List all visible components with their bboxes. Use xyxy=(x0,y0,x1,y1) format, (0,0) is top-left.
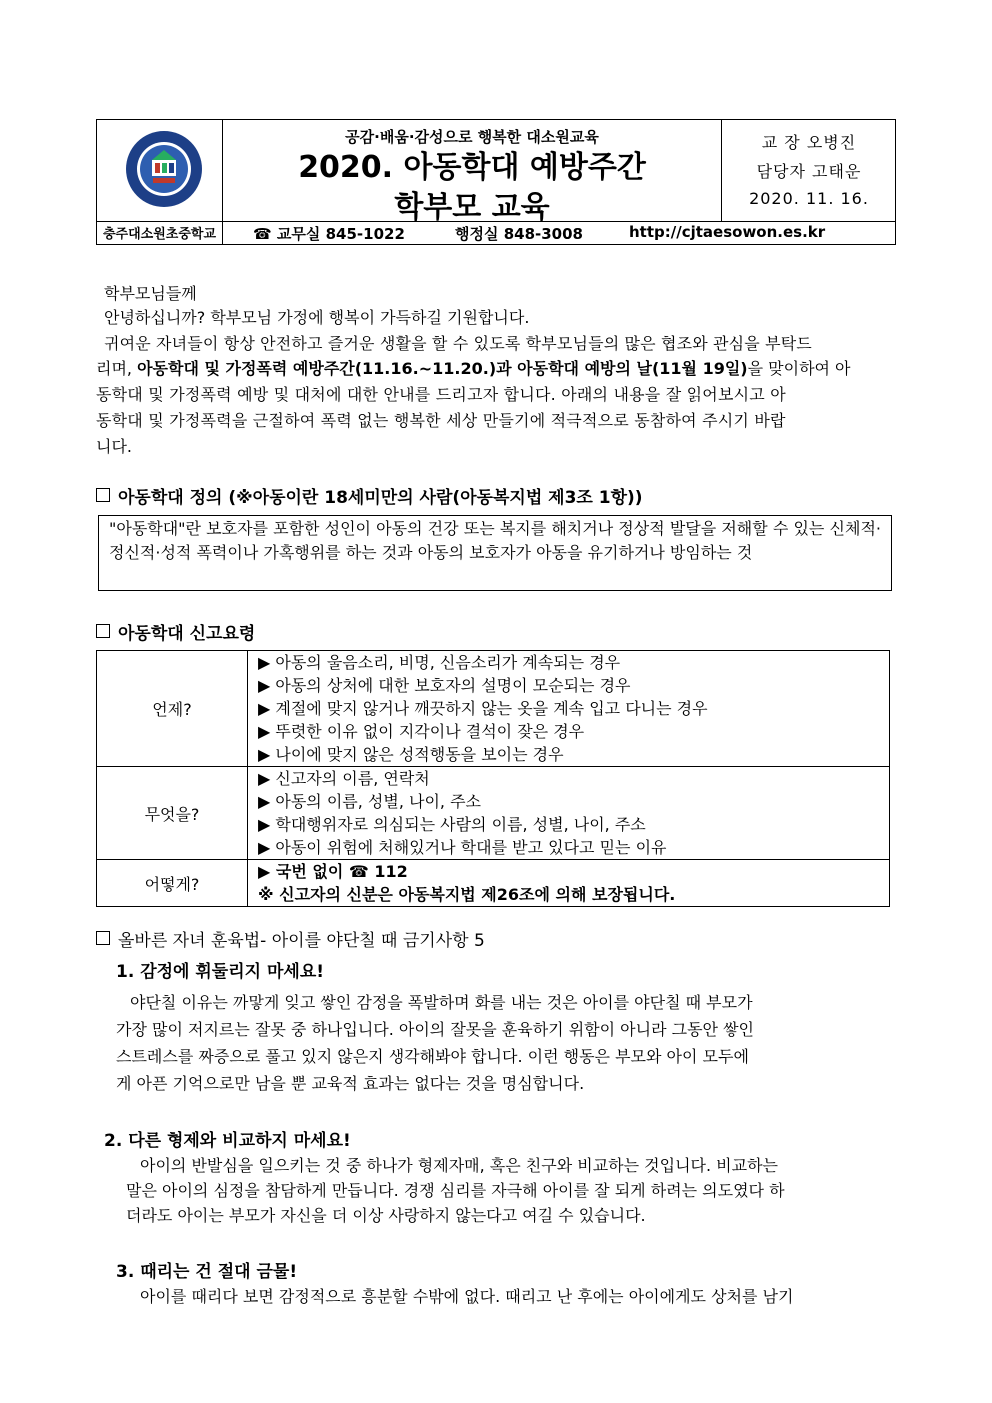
checkbox-icon xyxy=(96,624,110,638)
table-row xyxy=(97,860,890,907)
principal-name: 교 장 오병진 xyxy=(761,133,857,152)
paragraph-line: 아이의 반발심을 일으키는 것 중 하나가 형제자매, 혹은 친구와 비교하는 것입니다. 비교하는 xyxy=(140,1156,778,1175)
list-item: ▶ 아동의 상처에 대한 보호자의 설명이 모순되는 경우 xyxy=(258,676,631,695)
school-name: 충주대소원초중학교 xyxy=(102,227,217,242)
list-item: ▶ 학대행위자로 의심되는 사람의 이름, 성별, 나이, 주소 xyxy=(258,815,646,834)
checkbox-icon xyxy=(96,488,110,502)
list-item: ▶ 계절에 맞지 않거나 깨끗하지 않는 옷을 계속 입고 다니는 경우 xyxy=(258,699,708,718)
intro-line: 귀여운 자녀들이 항상 안전하고 즐거운 생활을 할 수 있도록 학부모님들의 많은 협조와 관심을 부탁드 xyxy=(104,334,812,353)
item-title: 1. 감정에 휘둘리지 마세요! xyxy=(116,962,325,982)
intro-line: 동학대 및 가정폭력을 근절하여 폭력 없는 행복한 세상 만들기에 적극적으로 동참하여 주시기 바랍 xyxy=(96,411,786,430)
item-title: 2. 다른 형제와 비교하지 마세요! xyxy=(104,1131,351,1151)
list-item: ▶ 아동의 이름, 성별, 나이, 주소 xyxy=(258,792,482,811)
paragraph-line: 더라도 아이는 부모가 자신을 더 이상 사랑하지 않는다고 여길 수 있습니다. xyxy=(126,1206,646,1225)
paragraph-line: 가장 많이 저지르는 잘못 중 하나입니다. 아이의 잘못을 훈육하기 위함이 아니라 그동안 쌓인 xyxy=(116,1020,754,1039)
list-item: ※ 신고자의 신분은 아동복지법 제26조에 의해 보장됩니다. xyxy=(258,885,676,904)
slogan: 공감·배움·감성으로 행복한 대소원교육 xyxy=(345,128,599,146)
list-item: ▶ 뚜렷한 이유 없이 지각이나 결석이 잦은 경우 xyxy=(258,722,585,741)
row-content xyxy=(248,651,890,767)
definition-heading xyxy=(96,483,643,508)
paragraph-line: 아이를 때리다 보면 감정적으로 흥분할 수밖에 없다. 때리고 난 후에는 아이에게도 상처를 남기 xyxy=(140,1287,794,1306)
row-content xyxy=(248,767,890,860)
row-label: 언제? xyxy=(97,651,248,767)
row-label: 무엇을? xyxy=(97,767,248,860)
intro-text: 과 xyxy=(496,359,518,378)
item-title: 3. 때리는 건 절대 금물! xyxy=(116,1262,298,1282)
intro-line xyxy=(96,356,896,382)
page-title: 2020. 아동학대 예방주간 xyxy=(298,150,646,185)
discipline-heading-text: 올바른 자녀 훈육법- 아이를 야단칠 때 금기사항 5 xyxy=(118,931,485,951)
definition-heading-text: 아동학대 정의 (※아동이란 18세미만의 사람(아동복지법 제3조 1항)) xyxy=(118,488,643,508)
phone-admin: 행정실 848-3008 xyxy=(455,225,583,243)
discipline-heading xyxy=(96,926,485,951)
intro-text: 을 맞이하여 아 xyxy=(747,359,851,378)
list-item: ▶ 나이에 맞지 않은 성적행동을 보이는 경우 xyxy=(258,745,564,764)
document-header xyxy=(96,119,896,245)
report-table xyxy=(96,650,890,907)
intro-line: 안녕하십니까? 학부모님 가정에 행복이 가득하길 기원합니다. xyxy=(104,308,530,327)
paragraph-line: 말은 아이의 심정을 참담하게 만듭니다. 경쟁 심리를 자극해 아이를 잘 되게 하려는 의도였다 하 xyxy=(126,1181,785,1200)
paragraph-line: 야단칠 이유는 까맣게 잊고 쌓인 감정을 폭발하며 화를 내는 것은 아이를 야단칠 때 부모가 xyxy=(130,993,753,1012)
list-item: ▶ 신고자의 이름, 연락처 xyxy=(258,769,430,788)
school-logo-icon xyxy=(125,130,203,208)
intro-emphasis: 아동학대 및 가정폭력 예방주간(11.16.~11.20.) xyxy=(137,359,497,378)
intro-text: 리며, xyxy=(96,359,138,378)
website-link[interactable]: http://cjtaesowon.es.kr xyxy=(629,223,826,241)
manager-name: 담당자 고태운 xyxy=(756,162,862,181)
page-subtitle: 학부모 교육 xyxy=(394,190,550,225)
paragraph-line: 게 아픈 기억으로만 남을 뿐 교육적 효과는 없다는 것을 명심합니다. xyxy=(116,1074,585,1093)
list-item: ▶ 아동의 울음소리, 비명, 신음소리가 계속되는 경우 xyxy=(258,653,621,672)
intro-line: 니다. xyxy=(96,437,132,456)
intro-emphasis: 아동학대 예방의 날(11월 19일) xyxy=(517,359,748,378)
list-item: ▶ 국번 없이 ☎ 112 xyxy=(258,862,408,881)
row-content xyxy=(248,860,890,907)
phone-office: ☎ 교무실 845-1022 xyxy=(253,225,405,243)
table-row xyxy=(97,767,890,860)
paragraph-line: 스트레스를 짜증으로 풀고 있지 않은지 생각해봐야 합니다. 이런 행동은 부모와 아이 모두에 xyxy=(116,1047,749,1066)
checkbox-icon xyxy=(96,931,110,945)
list-item: ▶ 아동이 위험에 처해있거나 학대를 받고 있다고 믿는 이유 xyxy=(258,838,667,857)
document-date: 2020. 11. 16. xyxy=(749,189,869,208)
salutation: 학부모님들께 xyxy=(104,284,197,303)
intro-line: 동학대 및 가정폭력 예방 및 대처에 대한 안내를 드리고자 합니다. 아래의 내용을 잘 읽어보시고 아 xyxy=(96,385,786,404)
table-row xyxy=(97,651,890,767)
report-heading xyxy=(96,619,255,644)
definition-box: "아동학대"란 보호자를 포함한 성인이 아동의 건강 또는 복지를 해치거나 정상적 발달을 저해할 수 있는 신체적·정신적·성적 폭력이나 가혹행위를 하는 것과 아동의 보호자가 아동을 유기하거나 방임하는 것 xyxy=(98,515,892,591)
report-heading-text: 아동학대 신고요령 xyxy=(118,624,256,644)
row-label: 어떻게? xyxy=(97,860,248,907)
